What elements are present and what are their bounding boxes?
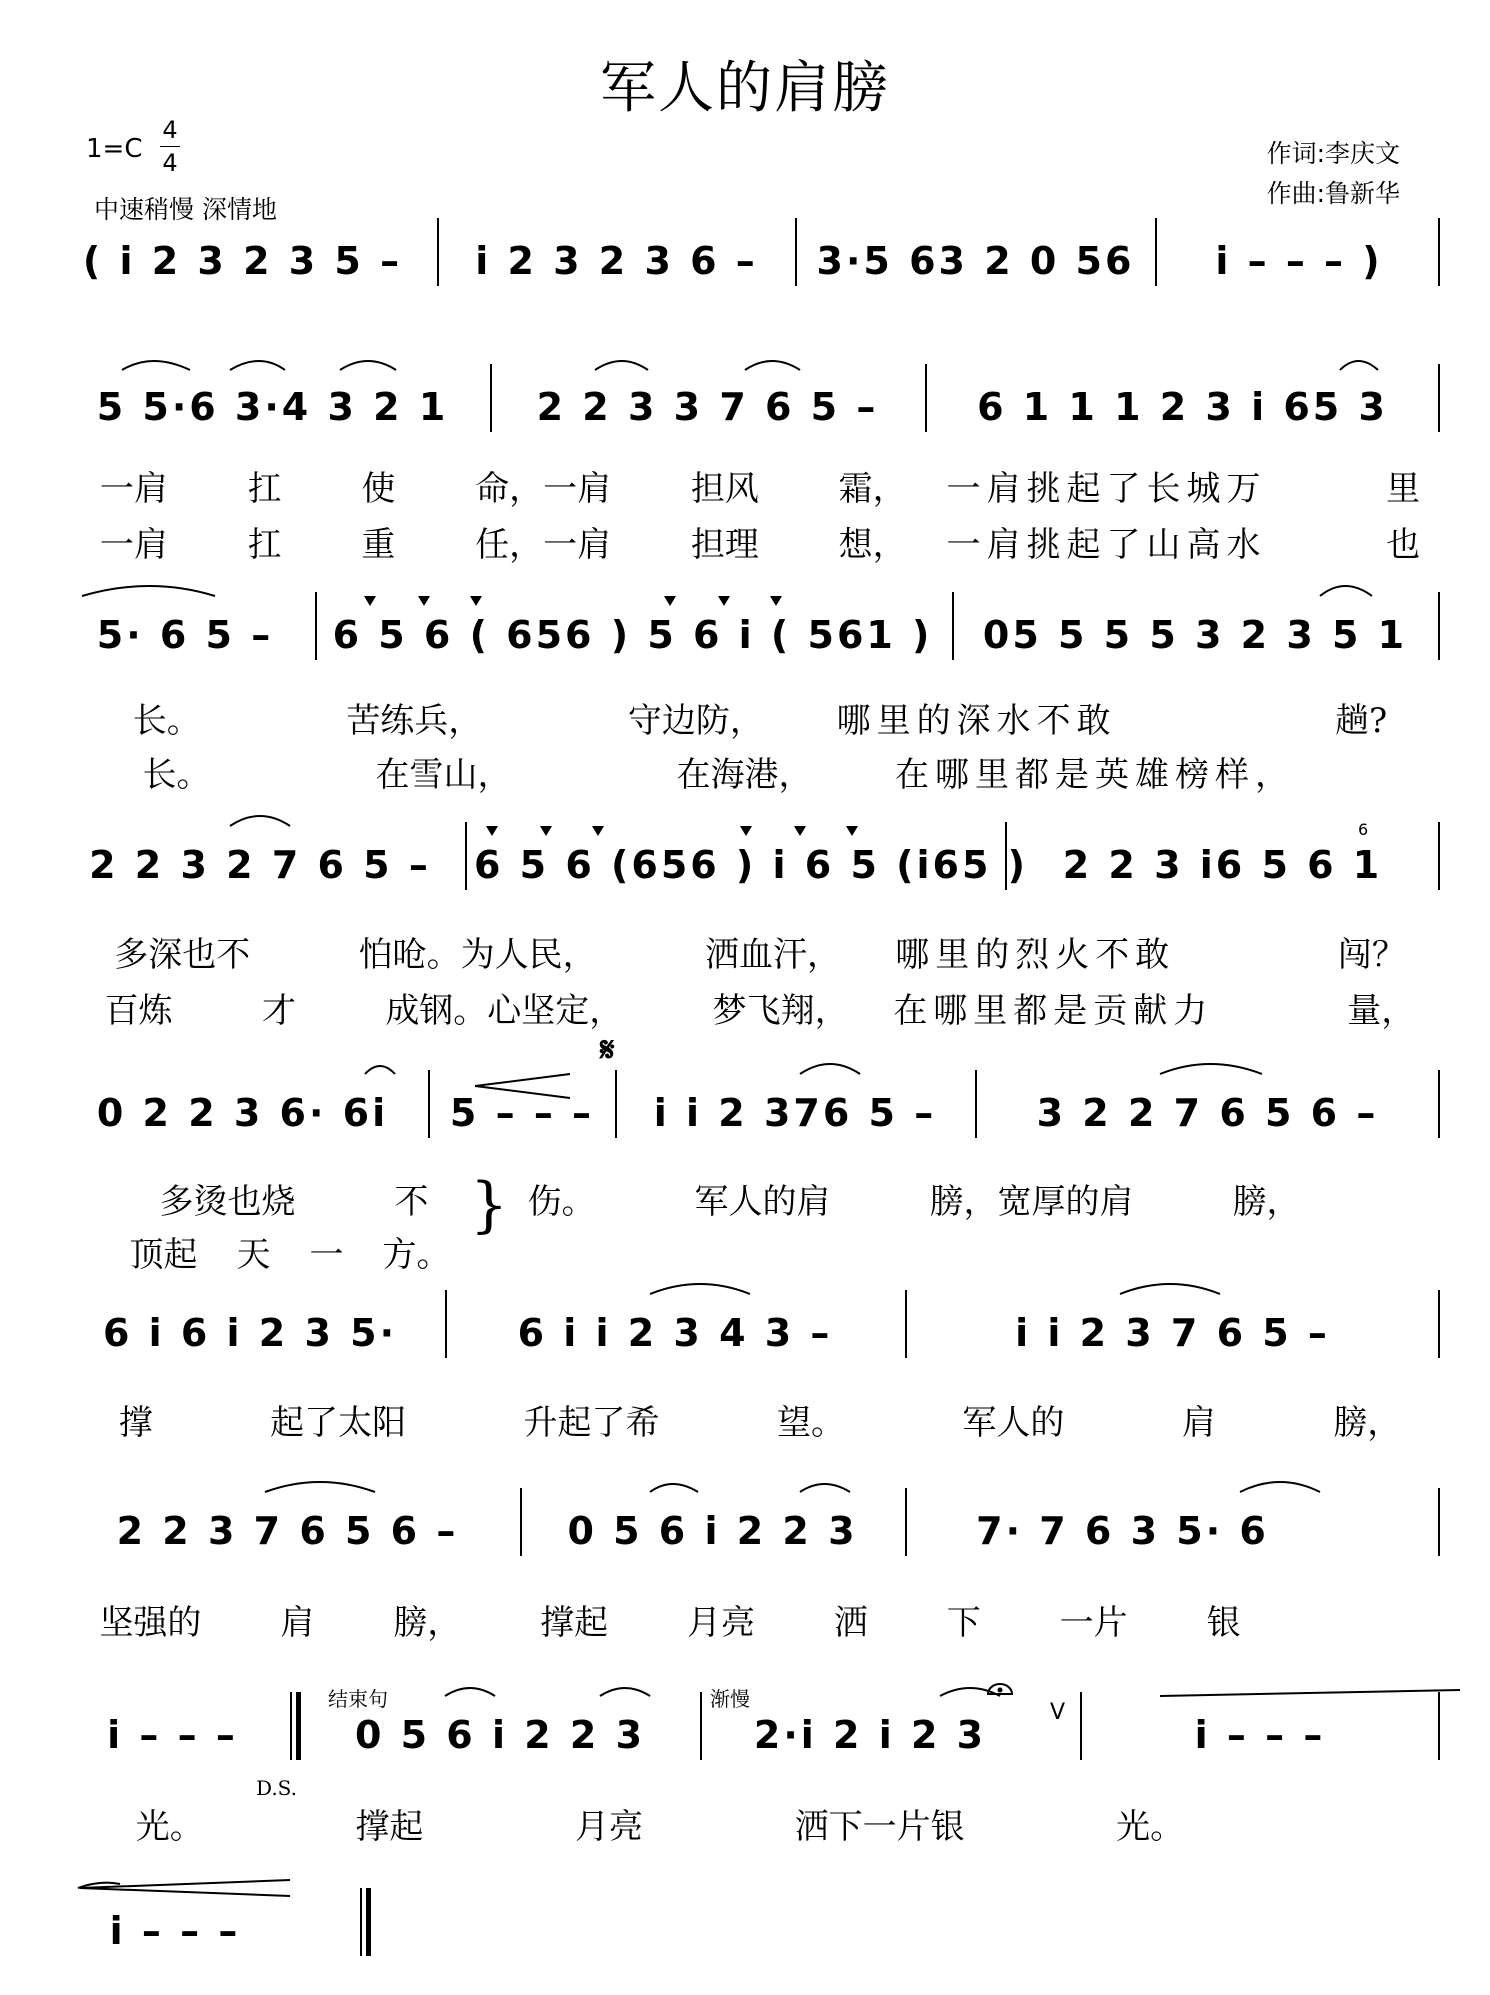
lyric-syllable: 在雪山， xyxy=(375,754,512,795)
measure-notes: i i 2 3 7 6 5 – xyxy=(1015,1311,1330,1355)
measure-notes: i – – – xyxy=(1194,1713,1326,1757)
accent-mark xyxy=(364,596,376,606)
tie-mark xyxy=(600,1688,650,1696)
lyric-syllable: 伤。 xyxy=(527,1181,596,1222)
lyric-syllable: 重 xyxy=(361,524,396,565)
accent-mark xyxy=(794,826,806,836)
measure-notes: 2·i 2 i 2 3 xyxy=(753,1713,987,1757)
lyric-syllable: 一肩挑起了山高水 xyxy=(946,524,1267,565)
measure-notes: 0 5 6 i 2 2 3 xyxy=(354,1713,646,1757)
lyric-syllable: 洒 xyxy=(833,1602,868,1643)
lyric-syllable: 哪里的烈火不敢 xyxy=(895,934,1176,975)
lyric-syllable: 起了太阳 xyxy=(270,1402,407,1443)
lyric-syllable: 洒下一片银 xyxy=(794,1806,965,1847)
tie-mark xyxy=(1340,361,1378,370)
lyric-syllable: 成钢。心坚定， xyxy=(385,990,624,1031)
lyric-syllable: 膀， xyxy=(1232,1181,1301,1222)
lyric-syllable: 使 xyxy=(361,468,396,509)
lyric-syllable: 天 xyxy=(236,1234,271,1275)
measure-notes: 0 2 2 3 6· 6i xyxy=(96,1091,389,1135)
measure-notes: 6 5 6 ( 656 ) 5 6 i ( 561 ) xyxy=(332,613,933,657)
lyric-syllable: 守边防， xyxy=(627,700,764,741)
measure-notes: 5 – – – xyxy=(449,1091,595,1135)
tie-mark xyxy=(445,1688,495,1696)
measure-notes: i – – – xyxy=(109,1909,241,1953)
lyric-syllable: 月亮 xyxy=(574,1806,643,1847)
accent-mark xyxy=(540,826,552,836)
lyric-syllable: 军人的 xyxy=(962,1402,1065,1443)
lyric-syllable: 在哪里都是贡献力 xyxy=(893,990,1214,1031)
tie-mark xyxy=(340,361,396,370)
lyric-syllable: 担理 xyxy=(690,524,759,565)
dal-segno-label: D.S. xyxy=(256,1776,298,1800)
measure-notes: 0 5 6 i 2 2 3 xyxy=(567,1509,858,1553)
lyric-syllable: 在哪里都是英雄榜样， xyxy=(895,754,1295,795)
lyric-syllable: 多深也不 xyxy=(114,934,251,975)
song-title: 军人的肩膀 xyxy=(600,56,890,121)
lyric-syllable: 一 xyxy=(309,1234,344,1275)
lyric-syllable: 里 xyxy=(1386,468,1421,509)
measure-notes: 6 1 1 1 2 3 i 65 3 xyxy=(977,385,1388,429)
measure-notes: 5· 6 5 – xyxy=(96,613,274,657)
lyric-syllable: 月亮 xyxy=(687,1602,755,1643)
measure-notes: 05 5 5 5 3 2 3 5 1 xyxy=(982,613,1408,657)
tie-mark xyxy=(82,586,215,596)
accent-mark xyxy=(664,596,676,606)
breath-mark: V xyxy=(1050,1700,1066,1725)
lyric-syllable: 怕呛。为人民， xyxy=(358,934,597,975)
lyric-syllable: 望。 xyxy=(776,1402,845,1443)
lyric-syllable: 膀，宽厚的肩 xyxy=(929,1181,1134,1222)
measure-notes: 2 2 3 2 7 6 5 – xyxy=(89,843,431,887)
lyric-syllable: 扛 xyxy=(247,468,282,509)
tie-mark xyxy=(1160,1690,1460,1696)
key-signature: 1=C xyxy=(86,134,143,164)
measure-notes: 5 5·6 3·4 3 2 1 xyxy=(96,385,449,429)
lyric-syllable: 百炼 xyxy=(104,990,173,1031)
measure-notes: 6 i i 2 3 4 3 – xyxy=(517,1311,833,1355)
lyric-syllable: 量， xyxy=(1347,990,1416,1031)
lyric-syllable: 光。 xyxy=(135,1806,204,1847)
accent-mark xyxy=(470,596,482,606)
lyric-syllable: 一片 xyxy=(1059,1602,1128,1643)
lyric-syllable: 趟? xyxy=(1334,700,1388,741)
accent-mark xyxy=(592,826,604,836)
tie-mark xyxy=(650,1284,750,1294)
lyric-syllable: 哪里的深水不敢 xyxy=(836,700,1117,741)
measure-notes: 6 i 6 i 2 3 5· xyxy=(102,1311,398,1355)
accent-mark xyxy=(740,826,752,836)
measure-notes: 6 5 6 (656 ) i 6 5 (i65 ) xyxy=(474,843,1028,887)
lyric-syllable: 一肩 xyxy=(99,524,168,565)
measure-notes: ( i 2 3 2 3 5 – xyxy=(82,239,403,283)
tie-mark xyxy=(122,361,190,370)
tempo-marking: 中速稍慢 深情地 xyxy=(94,195,277,224)
lyric-syllable: 多烫也烧 xyxy=(159,1181,296,1222)
time-signature-bottom: 4 xyxy=(162,149,178,177)
tie-mark xyxy=(800,1064,860,1074)
lyric-syllable: 才 xyxy=(261,990,296,1031)
lyric-syllable: 苦练兵， xyxy=(346,700,483,741)
lyric-syllable: 下 xyxy=(946,1602,981,1643)
fermata-dot xyxy=(998,1688,1003,1693)
lyric-syllable: 军人的肩 xyxy=(694,1181,831,1222)
tie-mark xyxy=(1120,1284,1220,1294)
measure-notes: 2 2 3 3 7 6 5 – xyxy=(536,385,879,429)
lyric-syllable: 银 xyxy=(1206,1602,1241,1643)
tie-mark xyxy=(365,1066,395,1074)
lyric-syllable: 顶起 xyxy=(129,1234,198,1275)
lyric-syllable: 坚强的 xyxy=(99,1602,202,1643)
lyric-syllable: 方。 xyxy=(382,1234,451,1275)
lyric-syllable: 撑起 xyxy=(355,1806,424,1847)
tie-mark xyxy=(230,361,285,370)
grace-note: 6 xyxy=(1358,820,1369,839)
lyric-syllable: 肩 xyxy=(1181,1402,1216,1443)
lyric-syllable: 扛 xyxy=(247,524,282,565)
tie-mark xyxy=(745,361,800,370)
lyric-syllable: 命，一肩 xyxy=(475,468,612,509)
lyric-syllable: 膀， xyxy=(393,1602,462,1643)
lyric-syllable: 一肩挑起了长城万 xyxy=(946,468,1267,509)
measure-notes: 3·5 63 2 0 56 xyxy=(816,239,1135,283)
tie-mark xyxy=(595,361,648,370)
lyric-syllable: 升起了希 xyxy=(523,1402,660,1443)
lyric-syllable: 闯？ xyxy=(1337,934,1406,975)
tie-mark xyxy=(1160,1064,1262,1074)
tie-mark xyxy=(800,1484,850,1492)
tie-mark xyxy=(230,816,290,826)
tie-mark xyxy=(265,1482,375,1492)
measure-notes: i – – – xyxy=(107,1713,238,1757)
segno-sign: 𝄋 xyxy=(600,1030,615,1070)
tie-mark xyxy=(1240,1482,1320,1492)
lyric-syllable: 光。 xyxy=(1116,1806,1185,1847)
lyric-syllable: 在海港， xyxy=(676,754,813,795)
accent-mark xyxy=(770,596,782,606)
measure-notes: i – – – ) xyxy=(1215,239,1383,283)
lyric-syllable: 梦飞翔， xyxy=(712,990,849,1031)
lyric-syllable: 也 xyxy=(1386,524,1421,565)
lyric-syllable: 膀， xyxy=(1333,1402,1402,1443)
measure-notes: 2 2 3 7 6 5 6 – xyxy=(116,1509,459,1553)
lyric-syllable: 霜， xyxy=(838,468,907,509)
accent-mark xyxy=(486,826,498,836)
time-signature-top: 4 xyxy=(162,116,178,144)
lyric-syllable: 不 xyxy=(394,1181,429,1222)
lyric-syllable: 任，一肩 xyxy=(475,524,612,565)
measure-notes: 7· 7 6 3 5· 6 xyxy=(976,1509,1269,1553)
lyric-syllable: 担风 xyxy=(690,468,759,509)
accent-mark xyxy=(846,826,858,836)
lyric-syllable: 撑 xyxy=(118,1402,153,1443)
lyric-syllable: 撑起 xyxy=(540,1602,609,1643)
lyricist-credit: 作词:李庆文 xyxy=(1266,139,1400,168)
measure-notes: 2 2 3 i6 5 6 1 xyxy=(1062,843,1383,887)
composer-credit: 作曲:鲁新华 xyxy=(1266,179,1400,208)
coda-label: 结束句 xyxy=(328,1687,388,1711)
accent-mark xyxy=(418,596,430,606)
measure-notes: i i 2 376 5 – xyxy=(653,1091,937,1135)
lyric-syllable: 长。 xyxy=(142,754,211,795)
lyric-syllable: 一肩 xyxy=(99,468,168,509)
tie-mark xyxy=(1320,586,1372,596)
tie-mark xyxy=(650,1484,698,1492)
ritardando-label: 渐慢 xyxy=(710,1687,750,1711)
lyric-syllable: 长。 xyxy=(132,700,201,741)
measure-notes: i 2 3 2 3 6 – xyxy=(475,239,758,283)
crescendo-hairpin xyxy=(475,1074,570,1098)
verse-brace: } xyxy=(470,1170,509,1240)
lyric-syllable: 肩 xyxy=(280,1602,315,1643)
measure-notes: 3 2 2 7 6 5 6 – xyxy=(1036,1091,1379,1135)
accent-mark xyxy=(718,596,730,606)
lyric-syllable: 洒血汗， xyxy=(705,934,842,975)
lyric-syllable: 想， xyxy=(838,524,907,565)
